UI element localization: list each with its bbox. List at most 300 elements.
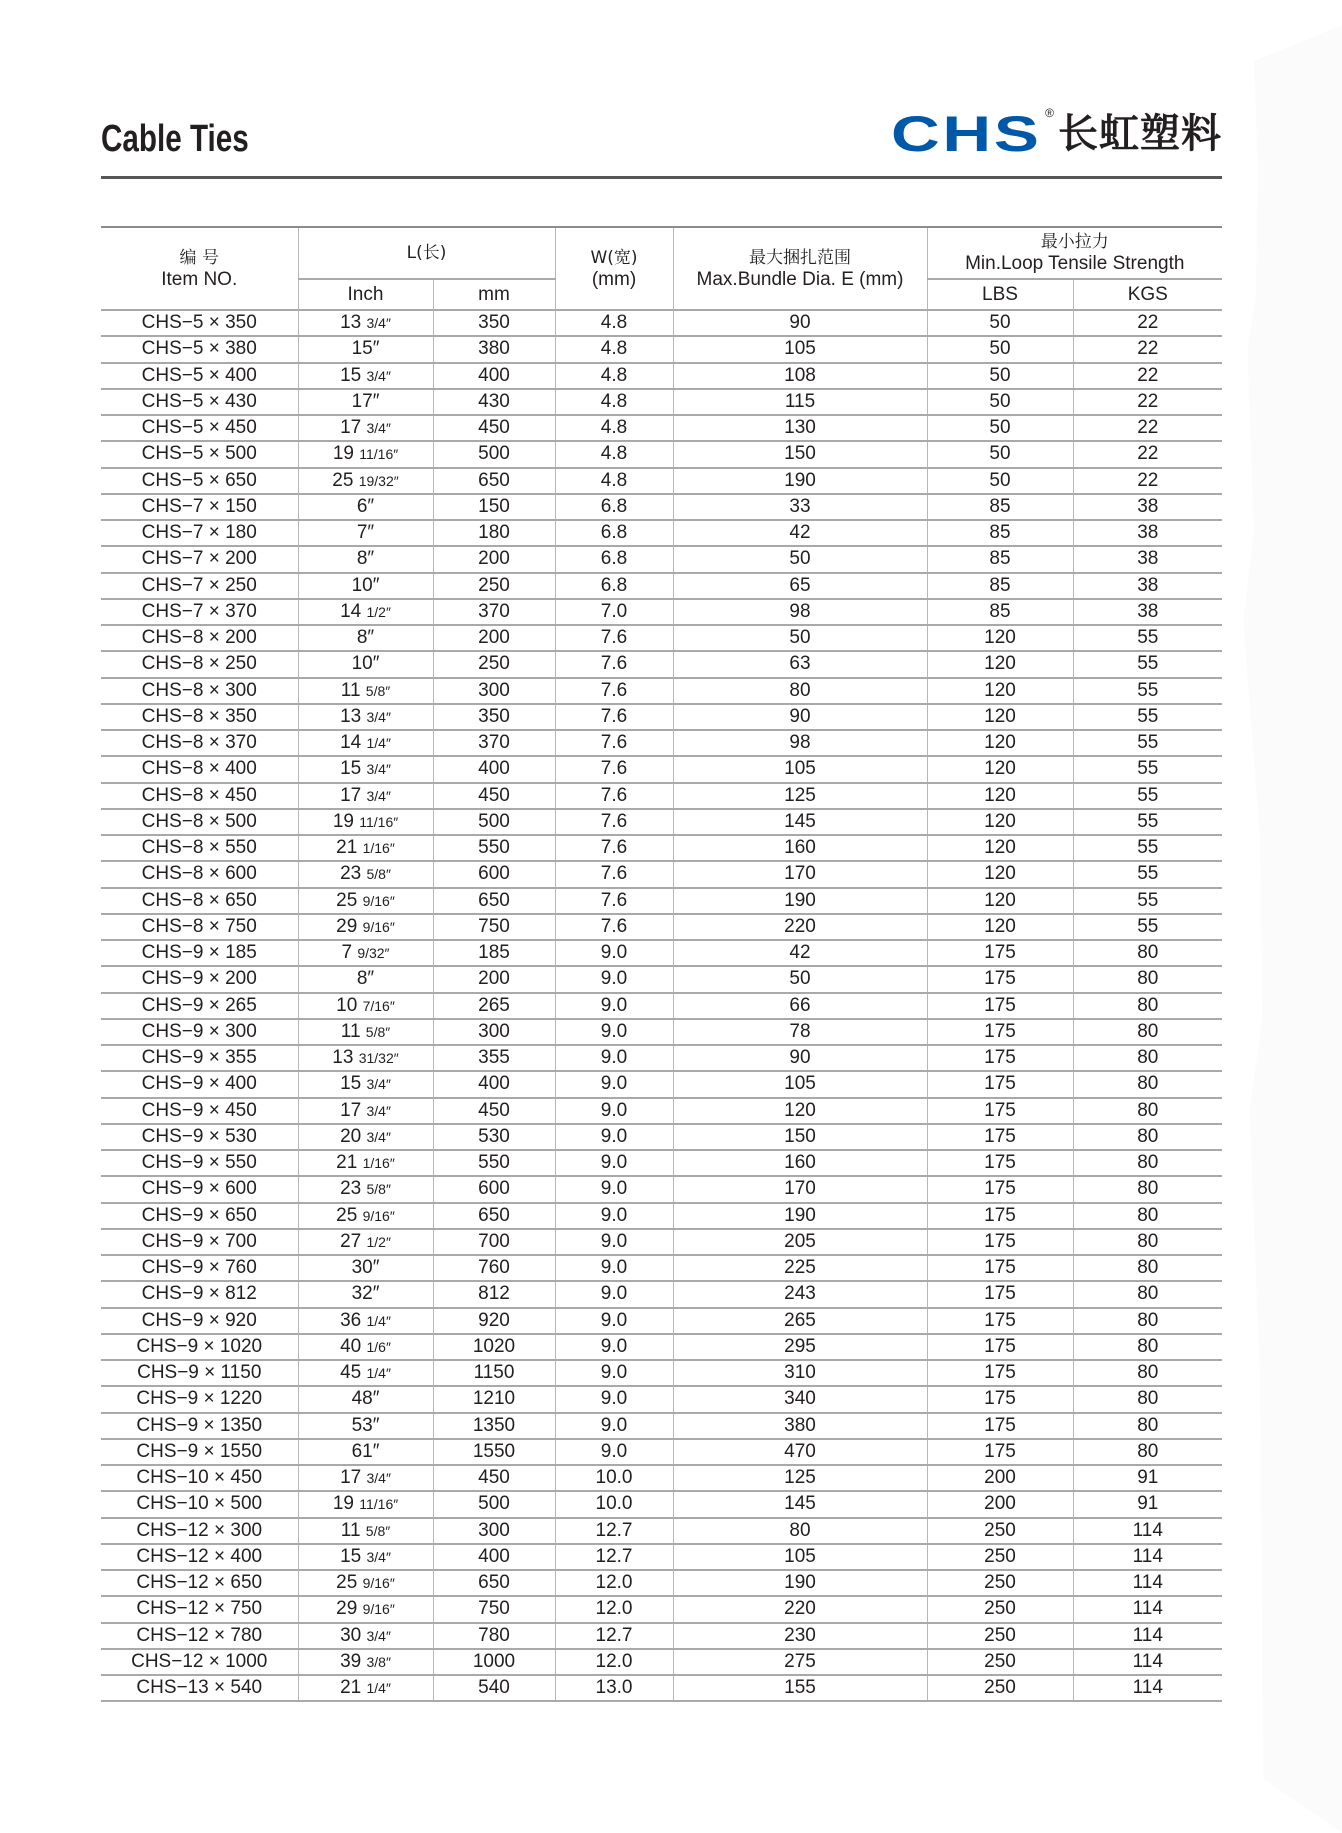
cell-width: 4.8 [555, 389, 673, 415]
cell-lbs: 120 [927, 756, 1073, 782]
inch-whole: 17 [340, 784, 362, 806]
table-row [101, 783, 1222, 809]
cell-length-inch [298, 441, 433, 467]
cell-bundle-dia: 65 [673, 573, 927, 599]
inch-whole: 13 [332, 1047, 354, 1069]
cell-length-inch [298, 1334, 433, 1360]
cell-bundle-dia: 105 [673, 756, 927, 782]
cell-bundle-dia: 150 [673, 441, 927, 467]
cell-item-no: CHS−9 × 355 [101, 1045, 298, 1071]
cell-kgs: 80 [1073, 1334, 1222, 1360]
cell-length-inch [298, 809, 433, 835]
cell-kgs: 80 [1073, 1098, 1222, 1124]
inch-fraction: 1/16″ [362, 840, 395, 857]
cell-bundle-dia: 63 [673, 651, 927, 677]
cell-length-mm: 750 [433, 1596, 555, 1622]
cell-bundle-dia: 310 [673, 1360, 927, 1386]
cell-bundle-dia: 50 [673, 966, 927, 992]
cell-kgs: 55 [1073, 625, 1222, 651]
cell-width: 7.6 [555, 783, 673, 809]
cell-bundle-dia: 190 [673, 1203, 927, 1229]
cell-item-no: CHS−7 × 200 [101, 546, 298, 572]
cell-item-no: CHS−5 × 380 [101, 336, 298, 362]
table-row [101, 966, 1222, 992]
cell-length-mm: 370 [433, 599, 555, 625]
inch-fraction: 3/4″ [366, 1470, 391, 1487]
cell-length-inch [298, 678, 433, 704]
cell-item-no: CHS−8 × 200 [101, 625, 298, 651]
cell-width: 9.0 [555, 1098, 673, 1124]
cell-item-no: CHS−12 × 400 [101, 1544, 298, 1570]
cell-length-inch [298, 1281, 433, 1307]
inch-whole: 14 [340, 732, 362, 754]
inch-whole: 20 [340, 1125, 362, 1147]
table-row [101, 835, 1222, 861]
cell-item-no: CHS−9 × 400 [101, 1071, 298, 1097]
cell-width: 4.8 [555, 336, 673, 362]
cell-kgs: 80 [1073, 1255, 1222, 1281]
cell-item-no: CHS−8 × 250 [101, 651, 298, 677]
inch-whole: 30″ [351, 1257, 380, 1279]
cell-kgs: 80 [1073, 1229, 1222, 1255]
inch-fraction: 1/2″ [366, 603, 391, 620]
cell-kgs: 80 [1073, 1439, 1222, 1465]
cell-length-inch [298, 861, 433, 887]
cell-length-inch [298, 730, 433, 756]
cell-length-inch [298, 1386, 433, 1412]
header-tensile-cn: 最小拉力 [1040, 232, 1109, 252]
cell-width: 9.0 [555, 1229, 673, 1255]
cell-bundle-dia: 230 [673, 1623, 927, 1649]
cell-bundle-dia: 160 [673, 835, 927, 861]
table-row [101, 1386, 1222, 1412]
header-length-inch: Inch [298, 279, 433, 310]
inch-fraction: 3/4″ [366, 1548, 391, 1565]
cell-width: 9.0 [555, 1308, 673, 1334]
cell-lbs: 175 [927, 1386, 1073, 1412]
cell-length-mm: 650 [433, 1203, 555, 1229]
inch-fraction: 3/4″ [366, 787, 391, 804]
inch-whole: 11 [340, 1020, 361, 1042]
cell-lbs: 175 [927, 1019, 1073, 1045]
cell-lbs: 175 [927, 993, 1073, 1019]
inch-whole: 25 [332, 469, 354, 491]
cell-width: 12.0 [555, 1570, 673, 1596]
table-row [101, 1176, 1222, 1202]
cell-width: 4.8 [555, 441, 673, 467]
inch-fraction: 9/16″ [362, 1575, 395, 1592]
cell-length-inch [298, 756, 433, 782]
header-item-en: Item NO. [161, 268, 238, 290]
cell-item-no: CHS−9 × 450 [101, 1098, 298, 1124]
cell-item-no: CHS−13 × 540 [101, 1675, 298, 1701]
table-row [101, 1045, 1222, 1071]
cell-item-no: CHS−12 × 1000 [101, 1649, 298, 1675]
cell-length-mm: 250 [433, 573, 555, 599]
cell-kgs: 91 [1073, 1491, 1222, 1517]
table-row [101, 809, 1222, 835]
cell-length-inch [298, 1098, 433, 1124]
inch-fraction: 1/4″ [366, 1365, 391, 1382]
cell-bundle-dia: 190 [673, 888, 927, 914]
inch-whole: 17 [340, 1099, 362, 1121]
cell-length-mm: 1550 [433, 1439, 555, 1465]
cell-length-mm: 200 [433, 546, 555, 572]
table-row [101, 441, 1222, 467]
cell-item-no: CHS−8 × 500 [101, 809, 298, 835]
inch-whole: 23 [340, 863, 362, 885]
cell-length-mm: 540 [433, 1675, 555, 1701]
table-row [101, 1413, 1222, 1439]
inch-whole: 15″ [351, 338, 380, 360]
cell-lbs: 175 [927, 1098, 1073, 1124]
table-row [101, 704, 1222, 730]
cell-lbs: 250 [927, 1596, 1073, 1622]
cell-length-mm: 200 [433, 966, 555, 992]
cell-length-inch [298, 494, 433, 520]
cell-width: 12.7 [555, 1518, 673, 1544]
cell-length-mm: 370 [433, 730, 555, 756]
inch-whole: 13 [340, 705, 362, 727]
inch-whole: 10″ [351, 574, 380, 596]
cell-bundle-dia: 265 [673, 1308, 927, 1334]
cell-width: 9.0 [555, 1334, 673, 1360]
table-row [101, 625, 1222, 651]
inch-whole: 6″ [356, 495, 375, 517]
cell-kgs: 114 [1073, 1649, 1222, 1675]
cell-length-inch [298, 1019, 433, 1045]
cell-lbs: 120 [927, 625, 1073, 651]
inch-whole: 10 [336, 994, 358, 1016]
inch-whole: 15 [340, 364, 362, 386]
cell-lbs: 50 [927, 389, 1073, 415]
cell-length-inch [298, 651, 433, 677]
cell-length-inch [298, 573, 433, 599]
cell-length-mm: 530 [433, 1124, 555, 1150]
inch-whole: 15 [340, 1073, 362, 1095]
cell-lbs: 50 [927, 310, 1073, 336]
inch-fraction: 3/4″ [366, 708, 391, 725]
inch-whole: 25 [336, 1204, 358, 1226]
inch-whole: 45 [340, 1362, 362, 1384]
cell-lbs: 175 [927, 1255, 1073, 1281]
inch-whole: 19 [332, 810, 354, 832]
cell-kgs: 38 [1073, 494, 1222, 520]
cell-kgs: 22 [1073, 363, 1222, 389]
cell-length-inch [298, 1596, 433, 1622]
cell-item-no: CHS−9 × 530 [101, 1124, 298, 1150]
cell-lbs: 175 [927, 1439, 1073, 1465]
cell-length-mm: 150 [433, 494, 555, 520]
cell-lbs: 120 [927, 678, 1073, 704]
cell-bundle-dia: 98 [673, 730, 927, 756]
cell-width: 6.8 [555, 546, 673, 572]
inch-fraction: 3/4″ [366, 1128, 391, 1145]
cell-length-mm: 250 [433, 651, 555, 677]
cell-bundle-dia: 243 [673, 1281, 927, 1307]
cell-kgs: 22 [1073, 468, 1222, 494]
cell-bundle-dia: 220 [673, 1596, 927, 1622]
header-tensile [927, 227, 1222, 279]
cell-length-mm: 400 [433, 363, 555, 389]
cell-kgs: 55 [1073, 730, 1222, 756]
inch-fraction: 11/16″ [359, 813, 399, 830]
cell-item-no: CHS−12 × 300 [101, 1518, 298, 1544]
cell-length-mm: 1000 [433, 1649, 555, 1675]
cell-width: 9.0 [555, 1255, 673, 1281]
cell-length-inch [298, 625, 433, 651]
cell-kgs: 114 [1073, 1623, 1222, 1649]
header-length-label: L(长) [406, 243, 447, 263]
inch-fraction: 5/8″ [365, 1023, 391, 1040]
cell-length-inch [298, 704, 433, 730]
cell-length-mm: 300 [433, 1019, 555, 1045]
cell-item-no: CHS−8 × 750 [101, 914, 298, 940]
header-tensile-en: Min.Loop Tensile Strength [965, 253, 1185, 274]
cell-width: 6.8 [555, 573, 673, 599]
cell-kgs: 55 [1073, 704, 1222, 730]
table-row [101, 1360, 1222, 1386]
cell-kgs: 80 [1073, 1413, 1222, 1439]
cell-lbs: 120 [927, 888, 1073, 914]
inch-whole: 21 [336, 1152, 358, 1174]
cell-length-mm: 185 [433, 940, 555, 966]
cell-length-mm: 350 [433, 704, 555, 730]
cell-length-mm: 200 [433, 625, 555, 651]
cell-kgs: 80 [1073, 1150, 1222, 1176]
cell-item-no: CHS−9 × 550 [101, 1150, 298, 1176]
table-row [101, 730, 1222, 756]
cell-length-mm: 450 [433, 1465, 555, 1491]
cell-lbs: 175 [927, 1360, 1073, 1386]
cell-width: 6.8 [555, 520, 673, 546]
cell-length-inch [298, 1675, 433, 1701]
cell-length-inch [298, 1308, 433, 1334]
inch-whole: 25 [336, 1572, 358, 1594]
table-row [101, 1334, 1222, 1360]
cell-kgs: 114 [1073, 1570, 1222, 1596]
cell-lbs: 175 [927, 1203, 1073, 1229]
cell-item-no: CHS−7 × 250 [101, 573, 298, 599]
inch-fraction: 19/32″ [358, 472, 399, 489]
cell-kgs: 114 [1073, 1518, 1222, 1544]
cell-kgs: 55 [1073, 835, 1222, 861]
cell-length-inch [298, 1176, 433, 1202]
table-row [101, 1675, 1222, 1701]
inch-whole: 30 [340, 1624, 362, 1646]
table-row [101, 1308, 1222, 1334]
cell-lbs: 85 [927, 599, 1073, 625]
cell-length-mm: 760 [433, 1255, 555, 1281]
table-row [101, 1649, 1222, 1675]
cell-width: 9.0 [555, 1176, 673, 1202]
inch-fraction: 3/4″ [366, 315, 391, 332]
cell-width: 9.0 [555, 1150, 673, 1176]
cell-length-mm: 550 [433, 835, 555, 861]
cell-lbs: 120 [927, 835, 1073, 861]
cell-kgs: 114 [1073, 1544, 1222, 1570]
table-row [101, 888, 1222, 914]
cell-length-mm: 430 [433, 389, 555, 415]
cell-width: 7.6 [555, 888, 673, 914]
cell-lbs: 50 [927, 336, 1073, 362]
cell-lbs: 120 [927, 651, 1073, 677]
cell-lbs: 175 [927, 1334, 1073, 1360]
cell-kgs: 38 [1073, 599, 1222, 625]
inch-fraction: 11/16″ [359, 446, 399, 463]
cell-kgs: 22 [1073, 336, 1222, 362]
cell-width: 12.7 [555, 1623, 673, 1649]
cell-length-inch [298, 1045, 433, 1071]
inch-whole: 39 [340, 1650, 362, 1672]
cell-bundle-dia: 225 [673, 1255, 927, 1281]
cell-length-mm: 400 [433, 1544, 555, 1570]
inch-fraction: 9/32″ [357, 945, 390, 962]
cell-length-mm: 650 [433, 468, 555, 494]
cell-width: 9.0 [555, 1045, 673, 1071]
cell-kgs: 55 [1073, 651, 1222, 677]
inch-whole: 40 [340, 1335, 362, 1357]
table-row [101, 468, 1222, 494]
cell-length-mm: 600 [433, 1176, 555, 1202]
cell-length-mm: 380 [433, 336, 555, 362]
table-row [101, 756, 1222, 782]
cell-item-no: CHS−8 × 370 [101, 730, 298, 756]
table-row [101, 1465, 1222, 1491]
cell-length-inch [298, 415, 433, 441]
inch-fraction: 9/16″ [362, 1601, 395, 1618]
cell-width: 9.0 [555, 1360, 673, 1386]
cell-width: 9.0 [555, 1439, 673, 1465]
cell-bundle-dia: 66 [673, 993, 927, 1019]
inch-whole: 19 [332, 443, 354, 465]
header-divider [101, 176, 1222, 179]
cell-item-no: CHS−5 × 430 [101, 389, 298, 415]
cell-bundle-dia: 90 [673, 1045, 927, 1071]
inch-whole: 17″ [351, 390, 380, 412]
cell-length-mm: 1210 [433, 1386, 555, 1412]
inch-whole: 7″ [356, 522, 375, 544]
cell-lbs: 200 [927, 1465, 1073, 1491]
table-row [101, 573, 1222, 599]
header-bundle-en: Max.Bundle Dia. E (mm) [696, 268, 904, 290]
page-title: Cable Ties [101, 118, 249, 160]
cell-length-mm: 500 [433, 441, 555, 467]
cell-length-inch [298, 1649, 433, 1675]
cell-width: 4.8 [555, 468, 673, 494]
cell-lbs: 85 [927, 573, 1073, 599]
cell-width: 9.0 [555, 1203, 673, 1229]
table-row [101, 1124, 1222, 1150]
cell-length-inch [298, 336, 433, 362]
cell-length-mm: 500 [433, 809, 555, 835]
cell-lbs: 200 [927, 1491, 1073, 1517]
cell-kgs: 22 [1073, 310, 1222, 336]
cell-width: 7.6 [555, 835, 673, 861]
inch-fraction: 3/4″ [366, 420, 391, 437]
cell-kgs: 91 [1073, 1465, 1222, 1491]
cell-item-no: CHS−9 × 200 [101, 966, 298, 992]
inch-whole: 61″ [351, 1440, 380, 1462]
cell-bundle-dia: 90 [673, 704, 927, 730]
inch-fraction: 3/4″ [366, 761, 391, 778]
inch-whole: 8″ [356, 548, 375, 570]
inch-whole: 7 [341, 942, 353, 964]
inch-whole: 25 [336, 889, 358, 911]
cell-length-mm: 450 [433, 1098, 555, 1124]
cell-kgs: 22 [1073, 389, 1222, 415]
table-row [101, 678, 1222, 704]
cell-kgs: 114 [1073, 1596, 1222, 1622]
inch-whole: 11 [340, 1519, 361, 1541]
cell-length-inch [298, 993, 433, 1019]
cell-bundle-dia: 155 [673, 1675, 927, 1701]
table-row [101, 1255, 1222, 1281]
cell-item-no: CHS−9 × 920 [101, 1308, 298, 1334]
cell-item-no: CHS−9 × 1220 [101, 1386, 298, 1412]
inch-whole: 53″ [351, 1414, 380, 1436]
cell-length-inch [298, 914, 433, 940]
header-kgs: KGS [1073, 279, 1222, 310]
cell-lbs: 250 [927, 1518, 1073, 1544]
cell-length-inch [298, 888, 433, 914]
inch-fraction: 3/4″ [366, 1102, 391, 1119]
cell-lbs: 120 [927, 809, 1073, 835]
cell-length-mm: 500 [433, 1491, 555, 1517]
cell-bundle-dia: 125 [673, 783, 927, 809]
cell-length-inch [298, 1071, 433, 1097]
cell-item-no: CHS−9 × 1020 [101, 1334, 298, 1360]
cell-bundle-dia: 80 [673, 678, 927, 704]
cell-length-inch [298, 835, 433, 861]
cell-length-inch [298, 1518, 433, 1544]
cell-lbs: 250 [927, 1675, 1073, 1701]
cell-length-inch [298, 363, 433, 389]
cell-item-no: CHS−8 × 550 [101, 835, 298, 861]
cell-width: 7.6 [555, 914, 673, 940]
cell-length-mm: 780 [433, 1623, 555, 1649]
table-row [101, 1098, 1222, 1124]
cell-width: 12.0 [555, 1649, 673, 1675]
cell-bundle-dia: 42 [673, 520, 927, 546]
cell-width: 7.6 [555, 730, 673, 756]
table-row [101, 1150, 1222, 1176]
cell-kgs: 80 [1073, 1360, 1222, 1386]
cell-bundle-dia: 295 [673, 1334, 927, 1360]
cell-length-mm: 700 [433, 1229, 555, 1255]
cell-length-inch [298, 1623, 433, 1649]
inch-whole: 17 [340, 417, 362, 439]
cell-kgs: 80 [1073, 1176, 1222, 1202]
inch-fraction: 11/16″ [359, 1496, 399, 1513]
cell-kgs: 80 [1073, 993, 1222, 1019]
cell-kgs: 38 [1073, 520, 1222, 546]
cell-length-inch [298, 389, 433, 415]
cell-item-no: CHS−8 × 600 [101, 861, 298, 887]
cell-length-inch [298, 940, 433, 966]
inch-whole: 11 [340, 679, 361, 701]
cell-length-inch [298, 1570, 433, 1596]
inch-whole: 21 [340, 1677, 362, 1699]
inch-whole: 19 [332, 1493, 354, 1515]
cell-item-no: CHS−5 × 500 [101, 441, 298, 467]
cell-bundle-dia: 190 [673, 1570, 927, 1596]
cell-length-mm: 650 [433, 888, 555, 914]
cell-item-no: CHS−8 × 300 [101, 678, 298, 704]
header-length-mm: mm [433, 279, 555, 310]
cell-item-no: CHS−12 × 750 [101, 1596, 298, 1622]
cell-item-no: CHS−10 × 450 [101, 1465, 298, 1491]
